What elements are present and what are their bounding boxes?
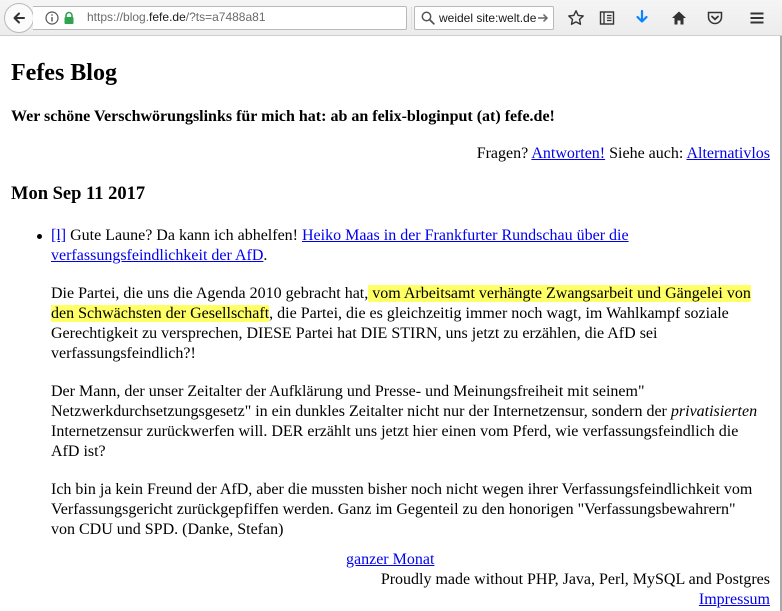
alternativlos-link[interactable]: Alternativlos: [686, 145, 770, 162]
p1-text-b: , die Partei, die es gleichzeitig immer noch wagt, im Wahlkampf soziale Gerechtigkeit zu versprechen, DIESE Partei hat DIE STIRN, uns jetzt zu erzählen, die AfD sei verfassungsfeindlich?!: [51, 305, 729, 362]
entry-intro-text: Gute Laune? Da kann ich abhelfen!: [70, 227, 298, 244]
library-icon: [598, 9, 616, 27]
search-go-arrow-icon[interactable]: [537, 12, 549, 24]
info-icon[interactable]: [45, 11, 59, 25]
bookmark-star-button[interactable]: [566, 8, 586, 28]
browser-toolbar: [0, 0, 782, 36]
page-content: [0, 36, 782, 611]
reading-list-button[interactable]: [597, 8, 617, 28]
menu-button[interactable]: [747, 8, 767, 28]
date-heading: Mon Sep 11 2017: [11, 184, 146, 204]
ganzer-monat-link[interactable]: ganzer Monat: [346, 551, 435, 568]
pocket-icon: [706, 9, 724, 27]
impressum-link[interactable]: Impressum: [698, 591, 770, 608]
entry-paragraph-3: Ich bin ja kein Freund der AfD, aber die mussten bisher noch nicht wegen ihrer Verfassungsfeindlichkeit vom Verfassungsgericht zurückgepfiffen werden. Ganz im Gegenteil zu den honorigen "Verfassungsbewahrern" von CDU und SPD. (Danke, Stefan): [51, 481, 753, 538]
footer-text: Proudly made without PHP, Java, Perl, MySQL and Postgres: [380, 571, 770, 588]
p2-text-a: Der Mann, der unser Zeitalter der Aufklärung und Presse- und Meinungsfreiheit mit seinem" Netzwerkdurchsetzungsgesetz" in ein dunkles Zeitalter nicht nur der Internetzensur, sondern der: [51, 383, 671, 420]
home-button[interactable]: [669, 8, 689, 28]
search-input[interactable]: weidel site:welt.de: [439, 11, 537, 25]
blog-entry: [51, 226, 763, 558]
p2-text-b: Internetzensur zurückwerfen will. DER erzählt uns jetzt hier einen vom Pferd, wie verfassungsfeindlich die AfD ist?: [51, 423, 739, 460]
fragen-label: Fragen?: [476, 145, 529, 162]
pocket-button[interactable]: [705, 8, 725, 28]
entry-paragraph-1: [51, 284, 763, 364]
entry-intro: [51, 226, 763, 266]
highlighted-text: vom Arbeitsamt verhängte Zwangsarbeit und Gängelei von den Schwächsten der Gesellschaft: [51, 285, 751, 322]
url-bar[interactable]: [33, 6, 407, 30]
siehe-auch-label: Siehe auch:: [609, 145, 684, 162]
hamburger-menu-icon: [748, 9, 766, 27]
url-prefix: https://blog.: [87, 10, 150, 24]
back-arrow-icon: [11, 10, 27, 26]
url-text[interactable]: [87, 10, 266, 24]
download-arrow-icon: [633, 9, 651, 27]
search-bar[interactable]: [414, 6, 554, 30]
home-icon: [670, 9, 688, 27]
antworten-link[interactable]: Antworten!: [531, 145, 606, 162]
permalink-link[interactable]: [l]: [51, 227, 67, 244]
p2-emphasis: privatisierten: [670, 403, 758, 420]
blog-tagline: Wer schöne Verschwörungslinks für mich hat: ab an felix-bloginput (at) fefe.de!: [11, 108, 555, 125]
link-period: .: [263, 247, 268, 264]
back-button[interactable]: [4, 3, 34, 33]
list-bullet: [37, 234, 42, 239]
url-path: /?ts=a7488a81: [185, 10, 266, 24]
downloads-button[interactable]: [632, 8, 652, 28]
url-host: fefe.de: [149, 10, 186, 24]
top-nav: [477, 145, 770, 163]
article-link[interactable]: Heiko Maas in der Frankfurter Rundschau über die verfassungsfeindlichkeit der AfD: [51, 227, 629, 264]
entry-paragraph-2: [51, 382, 763, 462]
star-icon: [567, 9, 585, 27]
search-icon: [421, 11, 435, 25]
lock-icon[interactable]: [63, 11, 75, 25]
p1-text-a: Die Partei, die uns die Agenda 2010 gebracht hat,: [51, 285, 369, 302]
blog-title: Fefes Blog: [11, 60, 117, 86]
